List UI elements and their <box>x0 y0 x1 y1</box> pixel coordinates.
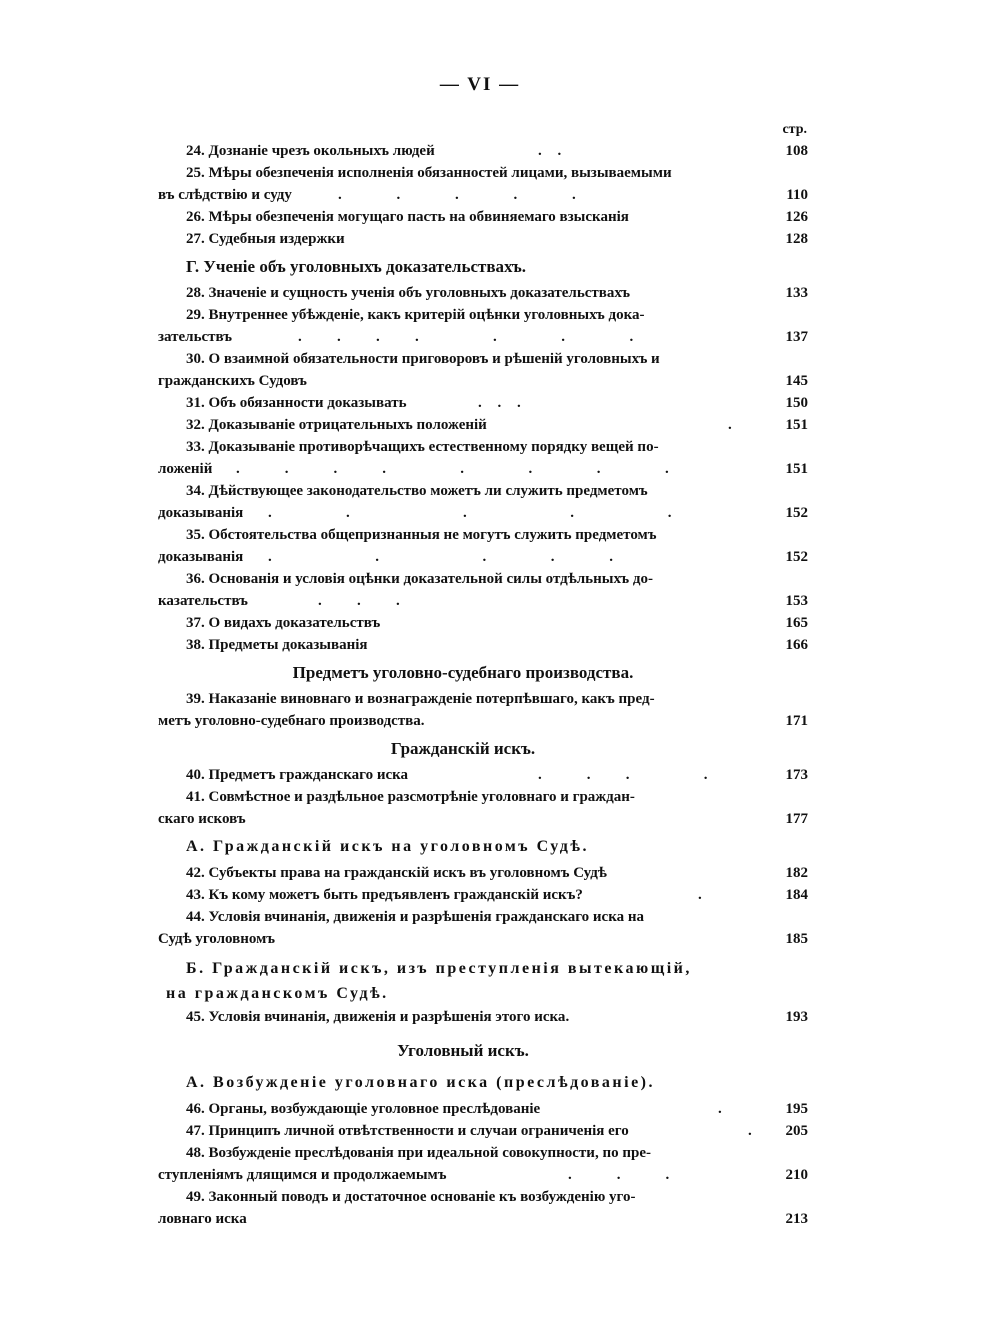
toc-entry: 48. Возбужденіе преслѣдованія при идеальной совокупности, по пре- <box>186 1145 651 1161</box>
toc-entry: 29. Внутреннее убѣжденіе, какъ критерій оцѣнки уголовныхъ дока- <box>186 307 645 323</box>
toc-entry: скаго исковъ 177 <box>158 811 808 827</box>
toc-entry: 34. Дѣйствующее законодательство можетъ ли служить предметомъ <box>186 483 648 499</box>
section-heading: Гражданскій искъ. <box>390 739 536 758</box>
toc-entry: 27. Судебныя издержки 128 <box>186 231 808 247</box>
section-heading: А. Возбужденіе уголовнаго иска (преслѣдованіе). <box>186 1074 656 1091</box>
toc-entry: Судѣ уголовномъ 185 <box>158 931 808 947</box>
section-heading: Г. Ученіе объ уголовныхъ доказательствахъ. <box>186 257 527 276</box>
toc-entry: 37. О видахъ доказательствъ 165 <box>186 615 808 631</box>
toc-entry: 30. О взаимной обязательности приговоровъ и рѣшеній уголовныхъ и <box>186 351 660 367</box>
toc-entry: 35. Обстоятельства общепризнанныя не могутъ служить предметомъ <box>186 527 657 543</box>
table-of-contents <box>158 140 808 1230</box>
toc-entry: доказыванія . . . . . 152 <box>158 505 808 521</box>
toc-entry: доказыванія . . . . . 152 <box>158 549 808 565</box>
section-heading-cont: на гражданскомъ Судѣ. <box>166 985 389 1002</box>
toc-entry: 31. Объ обязанности доказывать . . . 150 <box>186 395 808 411</box>
toc-entry: ступленіямъ длящимся и продолжаемымъ . . . 210 <box>158 1167 808 1183</box>
section-heading: Б. Гражданскій искъ, изъ преступленія вытекающій, <box>186 960 692 977</box>
toc-entry: казательствъ . . . 153 <box>158 593 808 609</box>
toc-entry: 44. Условія вчинанія, движенія и разрѣшенія гражданскаго иска на <box>186 909 644 925</box>
toc-entry: ловнаго иска 213 <box>158 1211 808 1227</box>
toc-entry: 33. Доказываніе противорѣчащихъ естественному порядку вещей по- <box>186 439 659 455</box>
toc-entry: 38. Предметы доказыванія 166 <box>186 637 808 653</box>
page-number: — VI — <box>439 74 521 95</box>
section-heading: Предметъ уголовно-судебнаго производства. <box>292 663 634 682</box>
toc-entry: 41. Совмѣстное и раздѣльное разсмотрѣніе уголовнаго и граждан- <box>186 789 635 805</box>
toc-entry: 26. Мѣры обезпеченія могущаго пасть на обвиняемаго взысканія 126 <box>186 209 808 225</box>
toc-entry: 40. Предметъ гражданскаго иска . . . . 173 <box>186 767 808 783</box>
toc-entry: 43. Къ кому можетъ быть предъявленъ гражданскій искъ? . 184 <box>186 887 808 903</box>
toc-entry: въ слѣдствію и суду . . . . . 110 <box>158 187 808 203</box>
toc-entry: ложеній . . . . . . . . 151 <box>158 461 808 477</box>
toc-entry: гражданскихъ Судовъ 145 <box>158 373 808 389</box>
toc-entry: 36. Основанія и условія оцѣнки доказательной силы отдѣльныхъ до- <box>186 571 653 587</box>
toc-entry: зательствъ . . . . . . . 137 <box>158 329 808 345</box>
toc-entry: 45. Условія вчинанія, движенія и разрѣшенія этого иска. 193 <box>186 1009 808 1025</box>
section-heading: Уголовный искъ. <box>397 1041 529 1060</box>
toc-entry: 46. Органы, возбуждающіе уголовное преслѣдованіе . 195 <box>186 1101 808 1117</box>
section-heading: А. Гражданскій искъ на уголовномъ Судѣ. <box>186 838 589 855</box>
toc-entry: 42. Субъекты права на гражданскій искъ въ уголовномъ Судѣ 182 <box>186 865 808 881</box>
toc-entry: 25. Мѣры обезпеченія исполненія обязанностей лицами, вызываемыми <box>186 165 672 181</box>
toc-entry: 47. Принципъ личной отвѣтственности и случаи ограниченія его . 205 <box>186 1123 808 1139</box>
toc-entry: 49. Законный поводъ и достаточное основаніе къ возбужденію уго- <box>186 1189 636 1205</box>
toc-entry: 32. Доказываніе отрицательныхъ положеній . 151 <box>186 417 808 433</box>
toc-entry: 39. Наказаніе виновнаго и вознагражденіе потерпѣвшаго, какъ пред- <box>186 691 655 707</box>
page-column-label: стр. <box>782 122 807 137</box>
toc-entry: метъ уголовно-судебнаго производства. 171 <box>158 713 808 729</box>
toc-entry: 24. Дознаніе чрезъ окольныхъ людей . . 108 <box>186 143 808 159</box>
toc-entry: 28. Значеніе и сущность ученія объ уголовныхъ доказательствахъ 133 <box>186 285 808 301</box>
